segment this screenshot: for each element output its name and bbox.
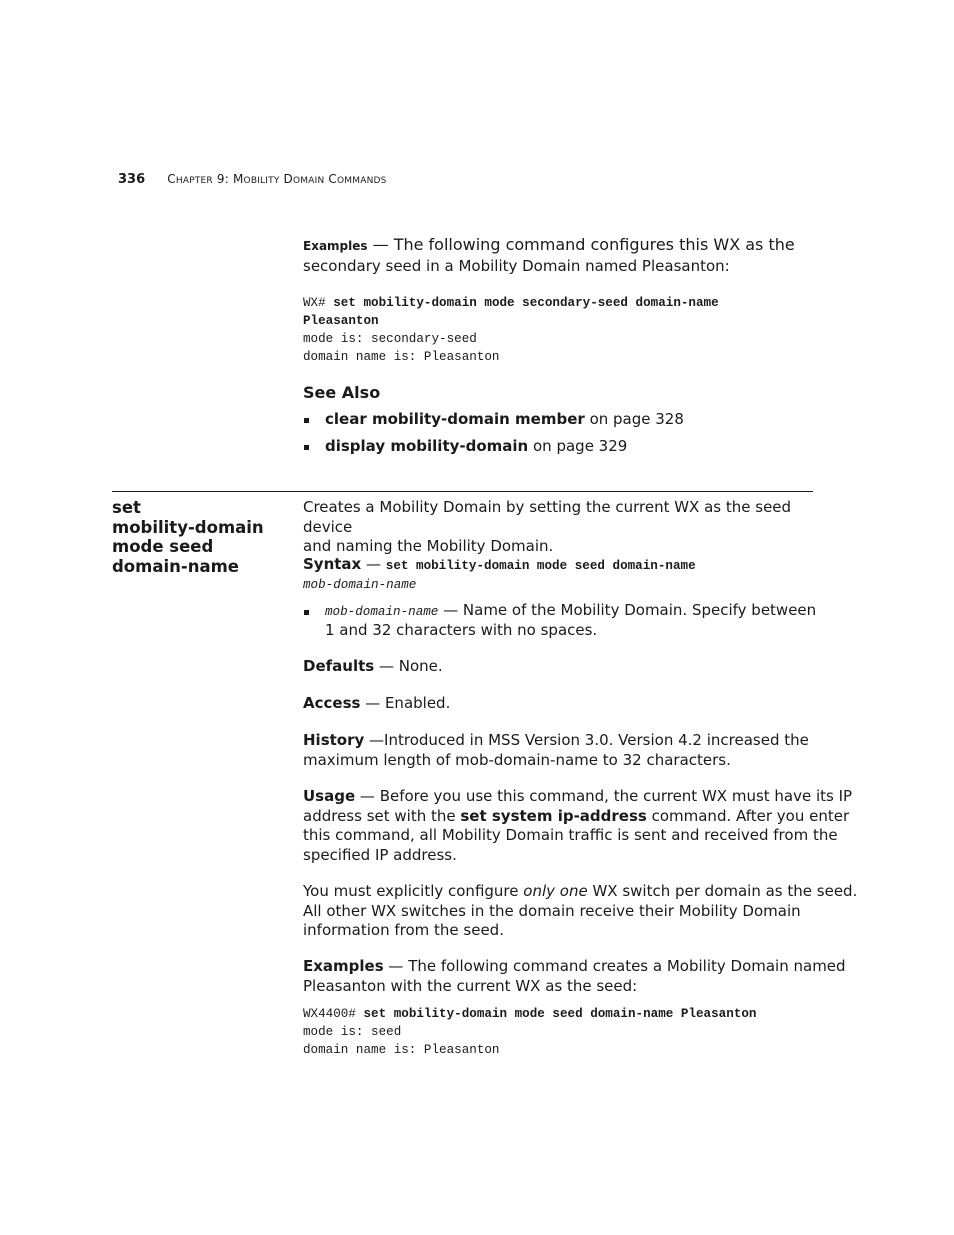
examples-text-line2: secondary seed in a Mobility Domain named Pleasanton: [303, 256, 730, 275]
usage-paragraph: Usage — Before you use this command, the current WX must have its IP address set with the set system ip-address command. After you enter this command, all Mobility Domain traffic is sent and received from the specified IP address. [303, 787, 853, 864]
examples-label: Examples [303, 239, 368, 253]
syntax-command: set mobility-domain mode seed domain-name [385, 559, 696, 573]
examples-paragraph-2: Examples — The following command creates a Mobility Domain named Pleasanton with the current WX as the seed: [303, 957, 846, 995]
defaults-line: Defaults — None. [303, 657, 443, 675]
code-block-1: WX# set mobility-domain mode secondary-seed domain-name Pleasanton mode is: secondary-seed domain name is: Pleasanton [303, 296, 719, 364]
see-also-link-1[interactable]: clear mobility-domain member on page 328 [325, 410, 684, 428]
history-paragraph: History —Introduced in MSS Version 3.0. Version 4.2 increased the maximum length of mob-domain-name to 32 characters. [303, 731, 809, 769]
section-title: set mobility-domain mode seed domain-name [112, 498, 264, 576]
syntax-parameter: mob-domain-name [303, 578, 417, 592]
examples-paragraph: Examples — The following command configures this WX as the secondary seed in a Mobility Domain named Pleasanton: [303, 235, 823, 276]
bullet-icon [304, 418, 309, 423]
page-number: 336 [118, 172, 146, 187]
access-line: Access — Enabled. [303, 694, 451, 712]
section-divider [112, 491, 813, 492]
page-header [118, 172, 387, 187]
bullet-icon [304, 445, 309, 450]
seed-note-paragraph: You must explicitly configure only one WX switch per domain as the seed. All other WX switches in the domain receive their Mobility Domain information from the seed. [303, 882, 858, 939]
code-block-2: WX4400# set mobility-domain mode seed domain-name Pleasanton mode is: seed domain name is: Pleasanton [303, 1007, 757, 1057]
parameter-description: mob-domain-name — Name of the Mobility Domain. Specify between 1 and 32 characters with no spaces. [325, 601, 817, 639]
section-intro: Creates a Mobility Domain by setting the current WX as the seed device and naming the Mobility Domain. [303, 498, 792, 555]
see-also-link-2[interactable]: display mobility-domain on page 329 [325, 437, 628, 455]
chapter-title: CHAPTER 9: MOBILITY DOMAIN COMMANDS [167, 172, 387, 186]
see-also-heading: See Also [303, 383, 381, 402]
syntax-line: Syntax — set mobility-domain mode seed domain-name [303, 555, 696, 573]
bullet-icon [304, 610, 309, 615]
syntax-label: Syntax [303, 555, 362, 573]
examples-text: The following command configures this WX as the [393, 235, 795, 254]
